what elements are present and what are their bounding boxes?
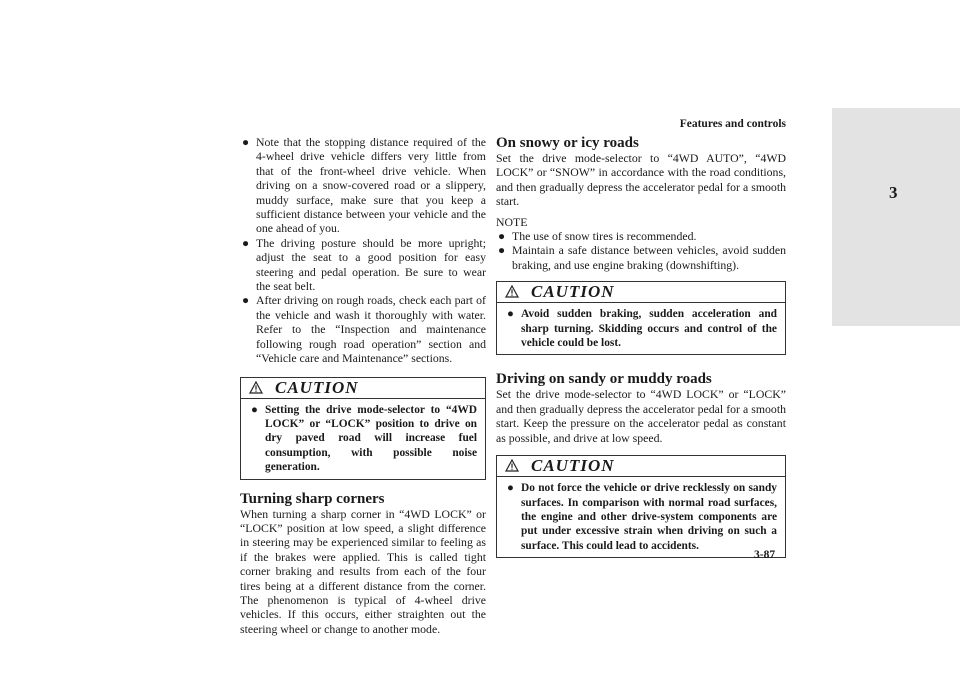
list-item: ● After driving on rough roads, check each part of the vehicle and wash it thoroughly with water. Refer to the “Inspection and maintenance following rough road operation” section and “Vehicle care and Maintenance” sections. (242, 293, 486, 366)
bullet-icon: ● (498, 243, 506, 258)
caution-box (240, 377, 486, 480)
caution-body (497, 477, 785, 557)
list-item: ● The driving posture should be more upright; adjust the seat to a good position for easy steering and pedal operation. Be sure to wear the seat belt. (242, 235, 486, 294)
list-item: ● Do not force the vehicle or drive recklessly on sandy surfaces. In comparison with normal road surfaces, the engine and other drive-system components are put under excessive strain when driving on such a surface. This could lead to accidents. (507, 482, 777, 552)
bullet-icon: ● (242, 135, 250, 149)
warning-triangle-icon (505, 459, 519, 472)
caution-header (241, 378, 485, 399)
section-text-snowy: Set the drive mode-selector to “4WD AUTO”, “4WD LOCK” or “SNOW” in accordance with the road conditions, and then gradually depress the accelerator pedal for a smooth start. (496, 151, 786, 209)
section-text-sandy: Set the drive mode-selector to “4WD LOCK” or “LOCK” and then gradually depress the accelerator pedal for a smooth start. Keep the pressure on the accelerator pedal as constant as possible, and drive at low speed. (496, 387, 786, 445)
section-heading-turning: Turning sharp corners (240, 490, 385, 507)
caution-header (497, 282, 785, 303)
caution-label: CAUTION (531, 282, 615, 302)
bullet-icon: ● (498, 229, 506, 244)
list-item: ● Maintain a safe distance between vehicles, avoid sudden braking, and use engine braking (downshifting). (498, 243, 786, 272)
page-number: 3-87 (754, 549, 776, 561)
right-column (496, 135, 786, 558)
caution-body (241, 399, 485, 479)
chapter-number: 3 (889, 183, 898, 202)
bullet-icon: ● (242, 235, 250, 250)
chapter-tab (832, 108, 960, 326)
warning-triangle-icon (505, 285, 519, 298)
list-item: ● The use of snow tires is recommended. (498, 229, 697, 244)
section-text-turning: When turning a sharp corner in “4WD LOCK” or “LOCK” position at low speed, a slight difference in steering may be experienced similar to feeling as if the brakes were applied. This is called tight corner braking and results from each of the four tires being at a different distance from the corner. The phenomenon is typical of 4-wheel drive vehicles. If this occurs, either straighten out the steering wheel or change to another mode. (240, 506, 486, 636)
bullet-icon: ● (251, 403, 258, 416)
bullet-icon: ● (507, 308, 514, 321)
list-item: ● Note that the stopping distance required of the 4-wheel drive vehicle differs very little from that of the front-wheel drive vehicle. When driving on a snow-covered road or a slippery, muddy surface, make sure that you keep a sufficient distance between your vehicle and the one ahead of you. (242, 135, 486, 236)
caution-box (496, 281, 786, 355)
list-item: ● Avoid sudden braking, sudden acceleration and sharp turning. Skidding occurs and control of the vehicle could be lost. (507, 308, 777, 350)
section-heading-snowy: On snowy or icy roads (496, 135, 639, 151)
caution-header (497, 456, 785, 477)
page-header-title: Features and controls (679, 118, 786, 130)
warning-triangle-icon (249, 381, 263, 394)
caution-box (496, 455, 786, 558)
bullet-icon: ● (507, 482, 514, 495)
left-column (240, 135, 486, 636)
caution-body (497, 303, 785, 354)
list-item: ● Setting the drive mode-selector to “4WD LOCK” or “LOCK” position to drive on dry paved road will increase fuel consumption, with possible noise generation. (251, 403, 477, 474)
note-label: NOTE (496, 214, 528, 229)
caution-label: CAUTION (275, 377, 359, 397)
bullet-icon: ● (242, 293, 250, 308)
section-heading-sandy: Driving on sandy or muddy roads (496, 371, 712, 388)
caution-label: CAUTION (531, 456, 615, 476)
